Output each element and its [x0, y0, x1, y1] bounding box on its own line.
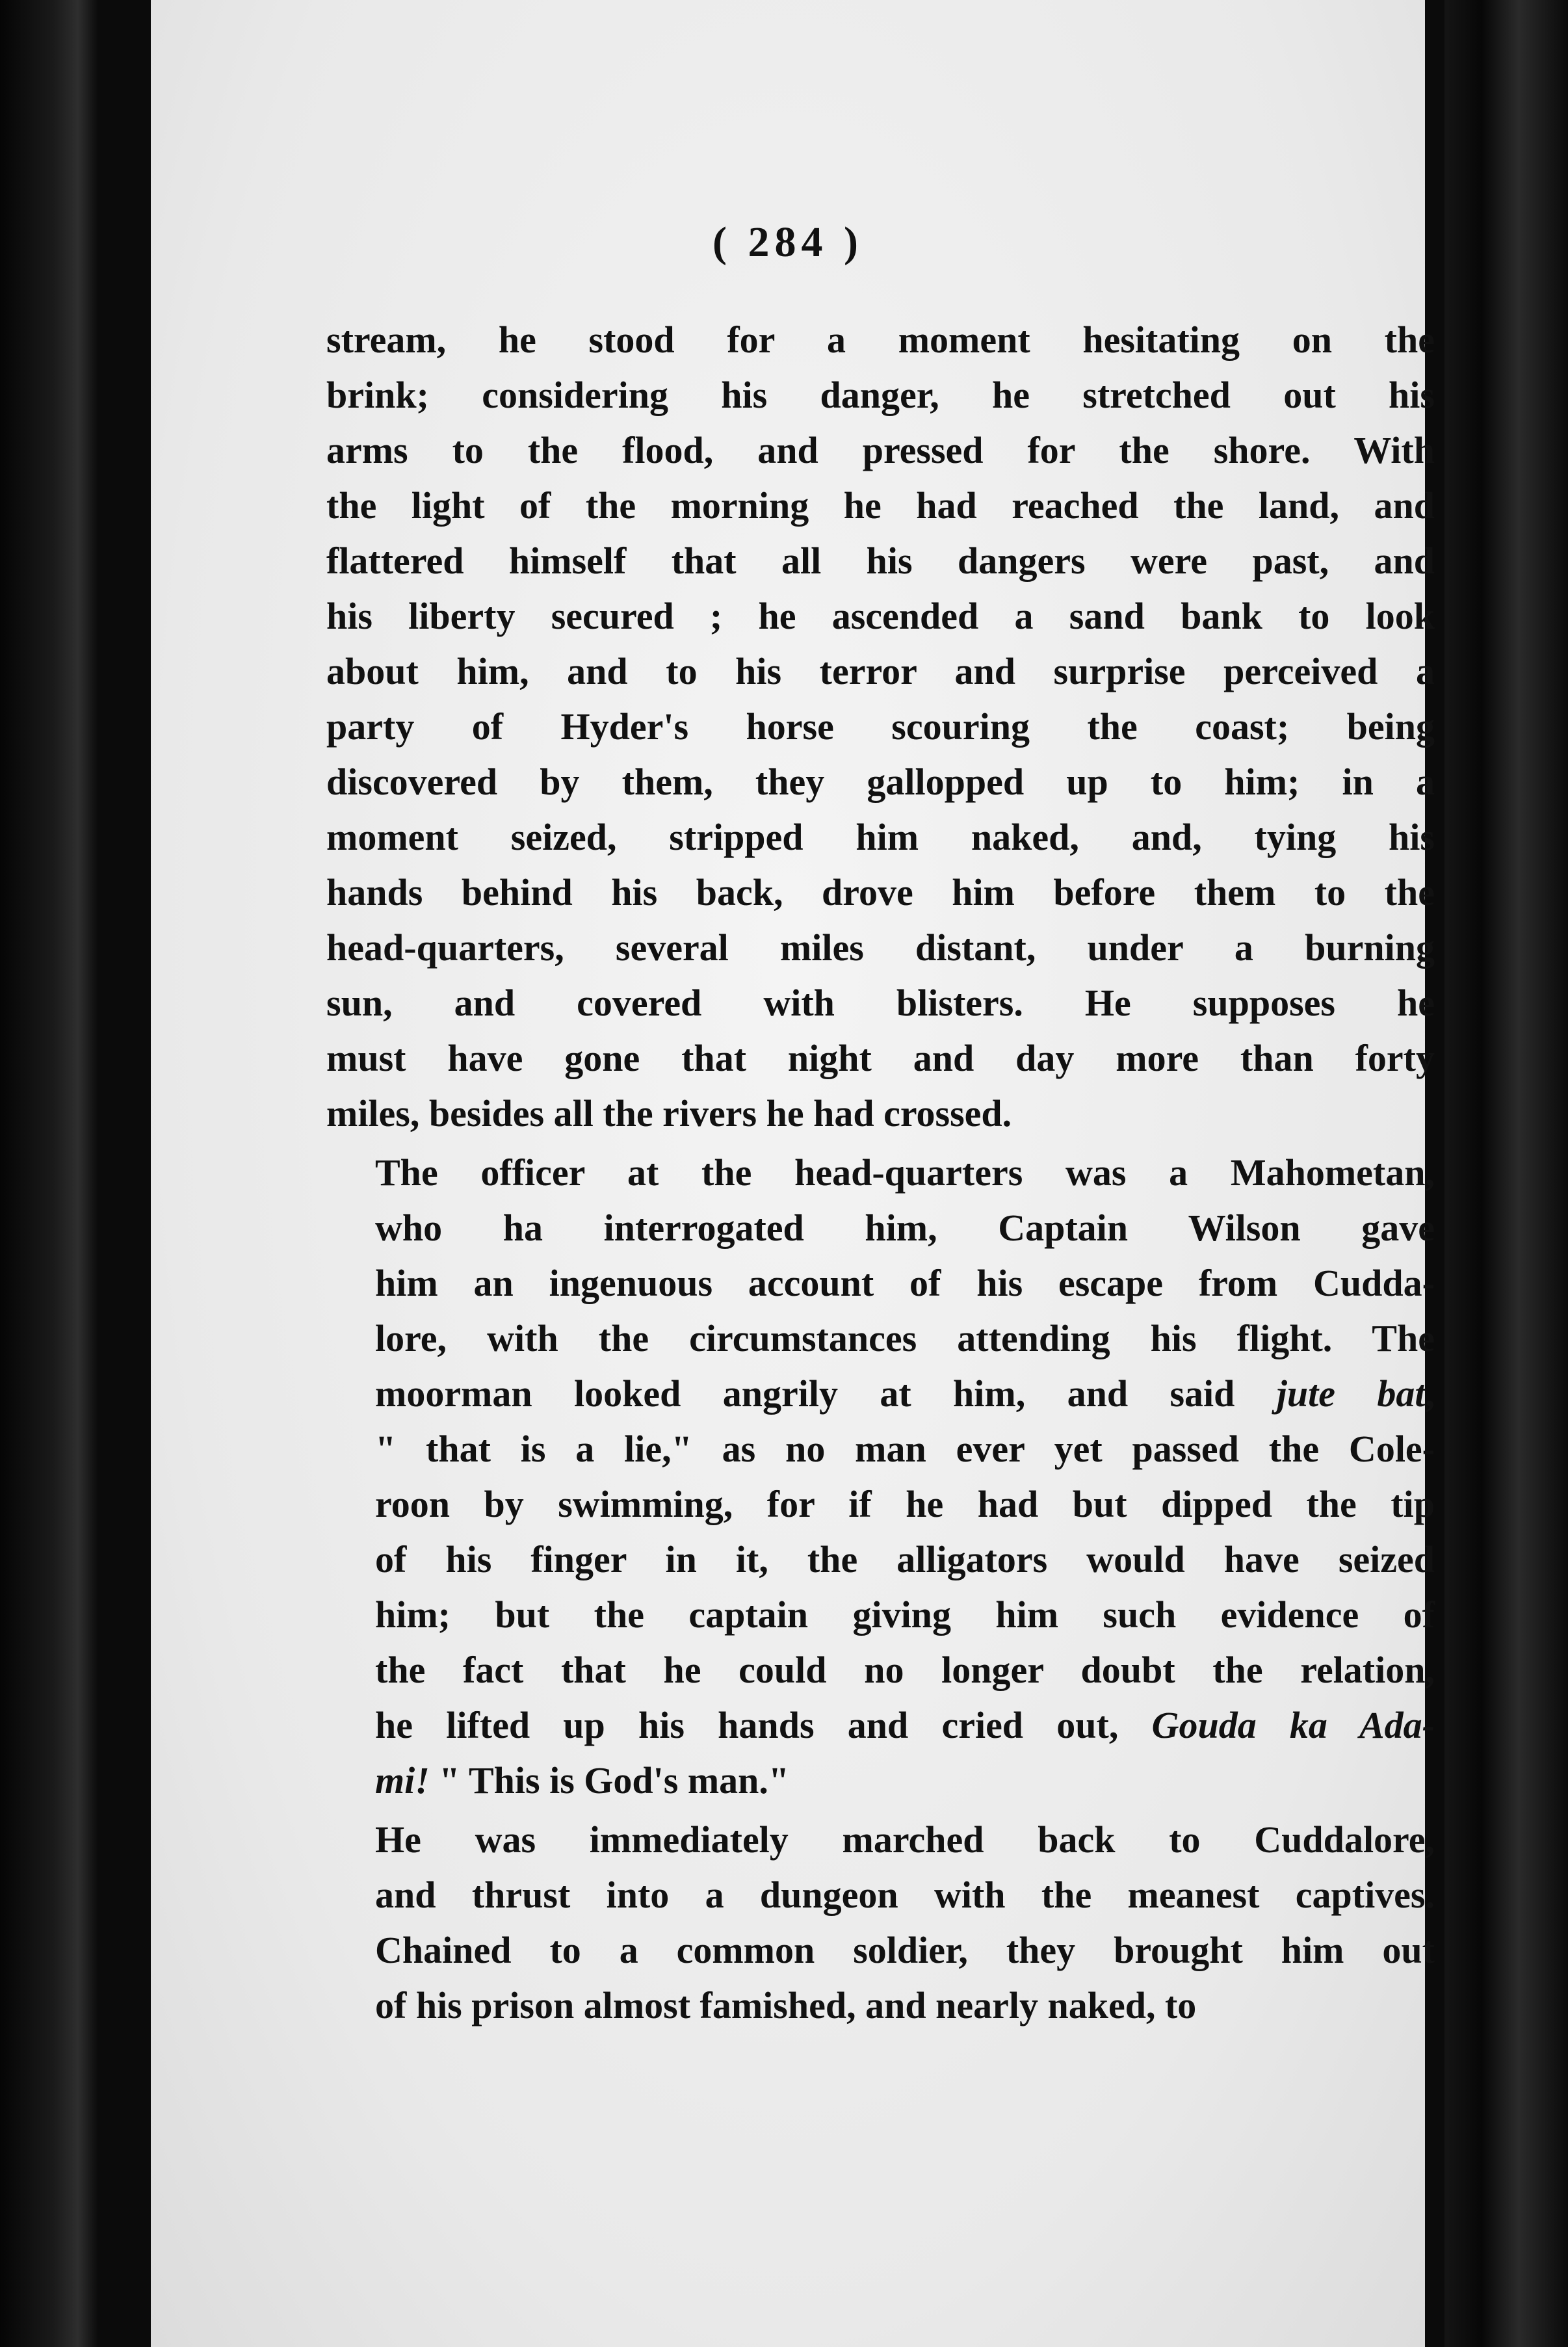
- text-line: mi! " This is God's man.": [375, 1759, 790, 1802]
- text-line: miles, besides all the rivers he had crossed.: [326, 1092, 1012, 1134]
- text-line: the fact that he could no longer doubt the relation,: [375, 1649, 1435, 1691]
- text-line: moorman looked angrily at him, and said jute bat,: [375, 1372, 1435, 1415]
- text-line: must have gone that night and day more than forty: [326, 1037, 1435, 1079]
- text-line: the light of the morning he had reached the land, and: [326, 484, 1435, 527]
- paragraph: [326, 1812, 1435, 2033]
- paragraph: [326, 312, 1435, 1141]
- text-line: hands behind his back, drove him before them to the: [326, 871, 1435, 913]
- text-line: head-quarters, several miles distant, under a burning: [326, 926, 1435, 969]
- text-line: roon by swimming, for if he had but dipped the tip: [375, 1483, 1435, 1525]
- text-line: moment seized, stripped him naked, and, tying his: [326, 816, 1435, 858]
- text-line: his liberty secured ; he ascended a sand bank to look: [326, 595, 1435, 637]
- book-edge-right: [1444, 0, 1568, 2347]
- text-line: lore, with the circumstances attending his flight. The: [375, 1317, 1435, 1359]
- page-number: ( 284 ): [712, 218, 863, 266]
- text-line: of his prison almost famished, and nearly naked, to: [375, 1984, 1197, 2026]
- book-page: [151, 0, 1435, 2347]
- text-line: " that is a lie," as no man ever yet passed the Cole-: [375, 1428, 1435, 1470]
- book-edge-left: [0, 0, 98, 2347]
- text-line: he lifted up his hands and cried out, Gouda ka Ada-: [375, 1704, 1435, 1746]
- text-line: who ha interrogated him, Captain Wilson gave: [375, 1207, 1435, 1249]
- text-line: discovered by them, they gallopped up to him; in a: [326, 761, 1435, 803]
- body-text: [326, 312, 1435, 2033]
- text-line: sun, and covered with blisters. He supposes he: [326, 982, 1435, 1024]
- text-line: about him, and to his terror and surprise perceived a: [326, 650, 1435, 692]
- text-line: of his finger in it, the alligators would have seized: [375, 1538, 1435, 1580]
- text-line: flattered himself that all his dangers were past, and: [326, 540, 1435, 582]
- text-line: He was immediately marched back to Cuddalore,: [375, 1818, 1435, 1861]
- text-line: The officer at the head-quarters was a Mahometan,: [375, 1151, 1435, 1194]
- paragraph: [326, 1145, 1435, 1808]
- text-line: and thrust into a dungeon with the meanest captives.: [375, 1874, 1435, 1916]
- text-line: brink; considering his danger, he stretched out his: [326, 374, 1435, 416]
- text-line: Chained to a common soldier, they brought him out: [375, 1929, 1435, 1971]
- text-line: arms to the flood, and pressed for the shore. With: [326, 429, 1435, 471]
- text-line: party of Hyder's horse scouring the coast; being: [326, 705, 1435, 748]
- text-line: stream, he stood for a moment hesitating on the: [326, 319, 1435, 361]
- text-line: him; but the captain giving him such evidence of: [375, 1593, 1435, 1636]
- text-line: him an ingenuous account of his escape from Cudda-: [375, 1262, 1435, 1304]
